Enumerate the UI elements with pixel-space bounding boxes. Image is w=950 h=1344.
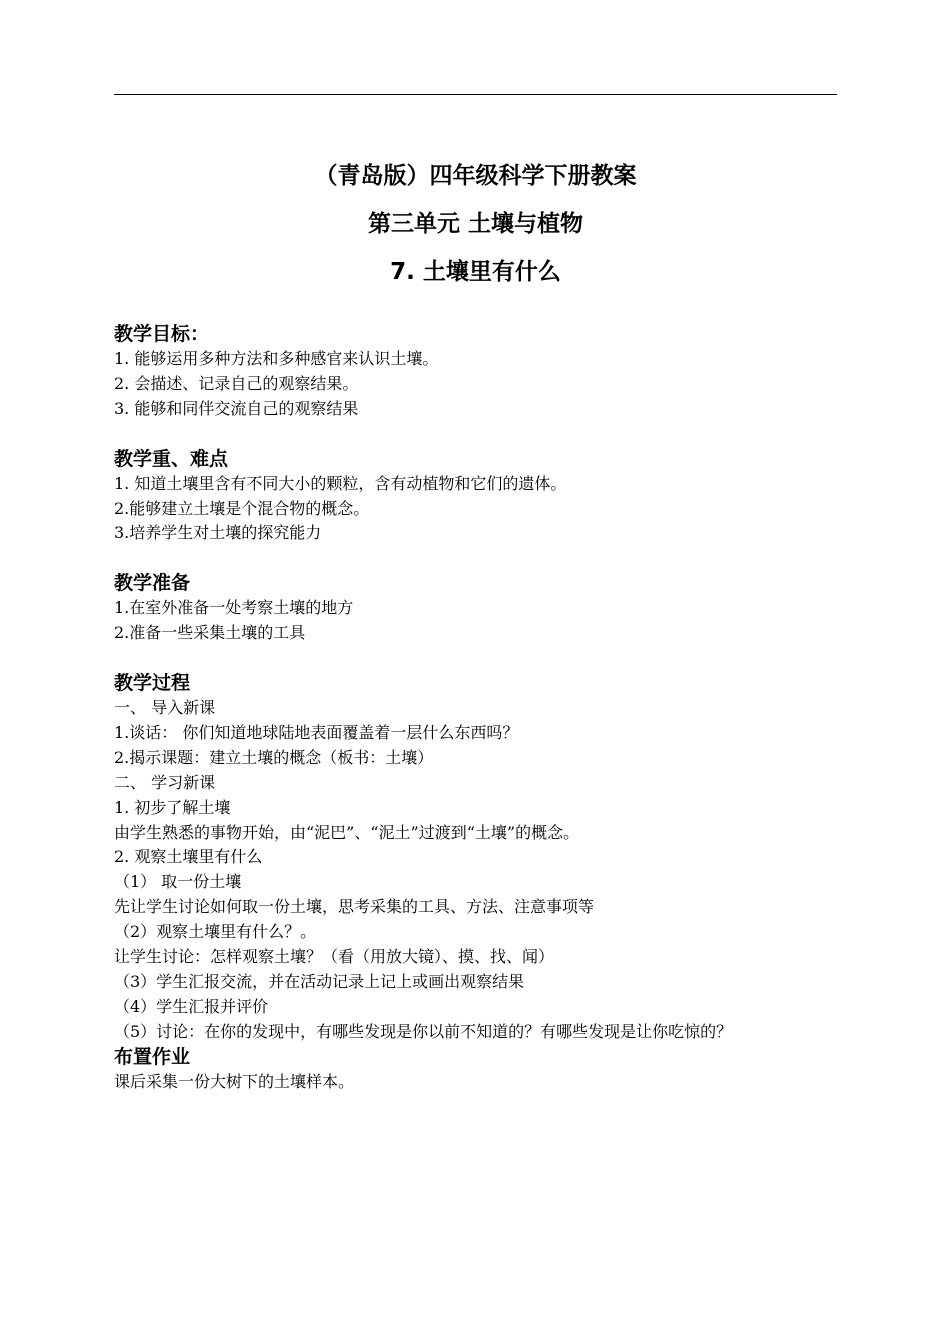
- section-line: 1. 知道土壤里含有不同大小的颗粒，含有动植物和它们的遗体。: [114, 473, 567, 493]
- section-line: （2）观察土壤里有什么？。: [114, 922, 317, 942]
- section-line: （3）学生汇报交流，并在活动记录上记上或画出观察结果: [114, 971, 525, 991]
- section-line: 二、 学习新课: [114, 772, 216, 792]
- section-line: （5）讨论：在你的发现中，有哪些发现是你以前不知道的？有哪些发现是让你吃惊的？: [114, 1021, 733, 1041]
- section-line: 3. 能够和同伴交流自己的观察结果: [114, 398, 359, 418]
- section-heading: 教学重、难点: [114, 447, 229, 470]
- section-line: 由学生熟悉的事物开始，由“泥巴”、“泥土”过渡到“土壤”的概念。: [114, 822, 580, 842]
- section-preparation: [114, 571, 837, 646]
- section-heading: 教学准备: [114, 572, 191, 595]
- section-heading: 布置作业: [114, 1045, 191, 1068]
- section-homework: [114, 1045, 837, 1095]
- section-line: 让学生讨论：怎样观察土壤？（看（用放大镜）、摸、找、闻）: [114, 947, 555, 967]
- unit-title: 第三单元 土壤与植物: [367, 211, 583, 237]
- section-line: 1.在室外准备一处考察土壤的地方: [114, 598, 354, 618]
- section-heading: 教学目标：: [114, 323, 210, 345]
- section-teaching-process: [114, 671, 837, 1044]
- section-line: 3.培养学生对土壤的探究能力: [114, 523, 322, 543]
- section-line: 2.能够建立土壤是个混合物的概念。: [114, 498, 370, 518]
- section-line: 2. 会描述、记录自己的观察结果。: [114, 373, 359, 393]
- section-line: （4）学生汇报并评价: [114, 996, 269, 1016]
- section-teaching-goals: [114, 322, 837, 422]
- section-line: 2.揭示课题：建立土壤的概念（板书：土壤）: [114, 747, 434, 767]
- section-line: 1. 初步了解土壤: [114, 797, 231, 817]
- document-body: [114, 322, 837, 1094]
- section-line: 先让学生讨论如何取一份土壤，思考采集的工具、方法、注意事项等: [114, 897, 595, 917]
- lesson-title: 7. 土壤里有什么: [390, 259, 561, 285]
- document-title: （青岛版）四年级科学下册教案: [314, 163, 637, 189]
- section-line: 2. 观察土壤里有什么: [114, 847, 263, 867]
- header-rule: [114, 94, 837, 95]
- section-key-points: [114, 447, 837, 547]
- section-heading: 教学过程: [114, 672, 191, 695]
- title-block: [114, 152, 837, 296]
- section-line: 2.准备一些采集土壤的工具: [114, 623, 306, 643]
- section-line: 1.谈话： 你们知道地球陆地表面覆盖着一层什么东西吗？: [114, 723, 519, 743]
- section-line: 1. 能够运用多种方法和多种感官来认识土壤。: [114, 349, 439, 368]
- section-line: （1） 取一份土壤: [114, 872, 242, 892]
- section-line: 课后采集一份大树下的土壤样本。: [114, 1071, 355, 1091]
- section-line: 一、 导入新课: [114, 698, 216, 718]
